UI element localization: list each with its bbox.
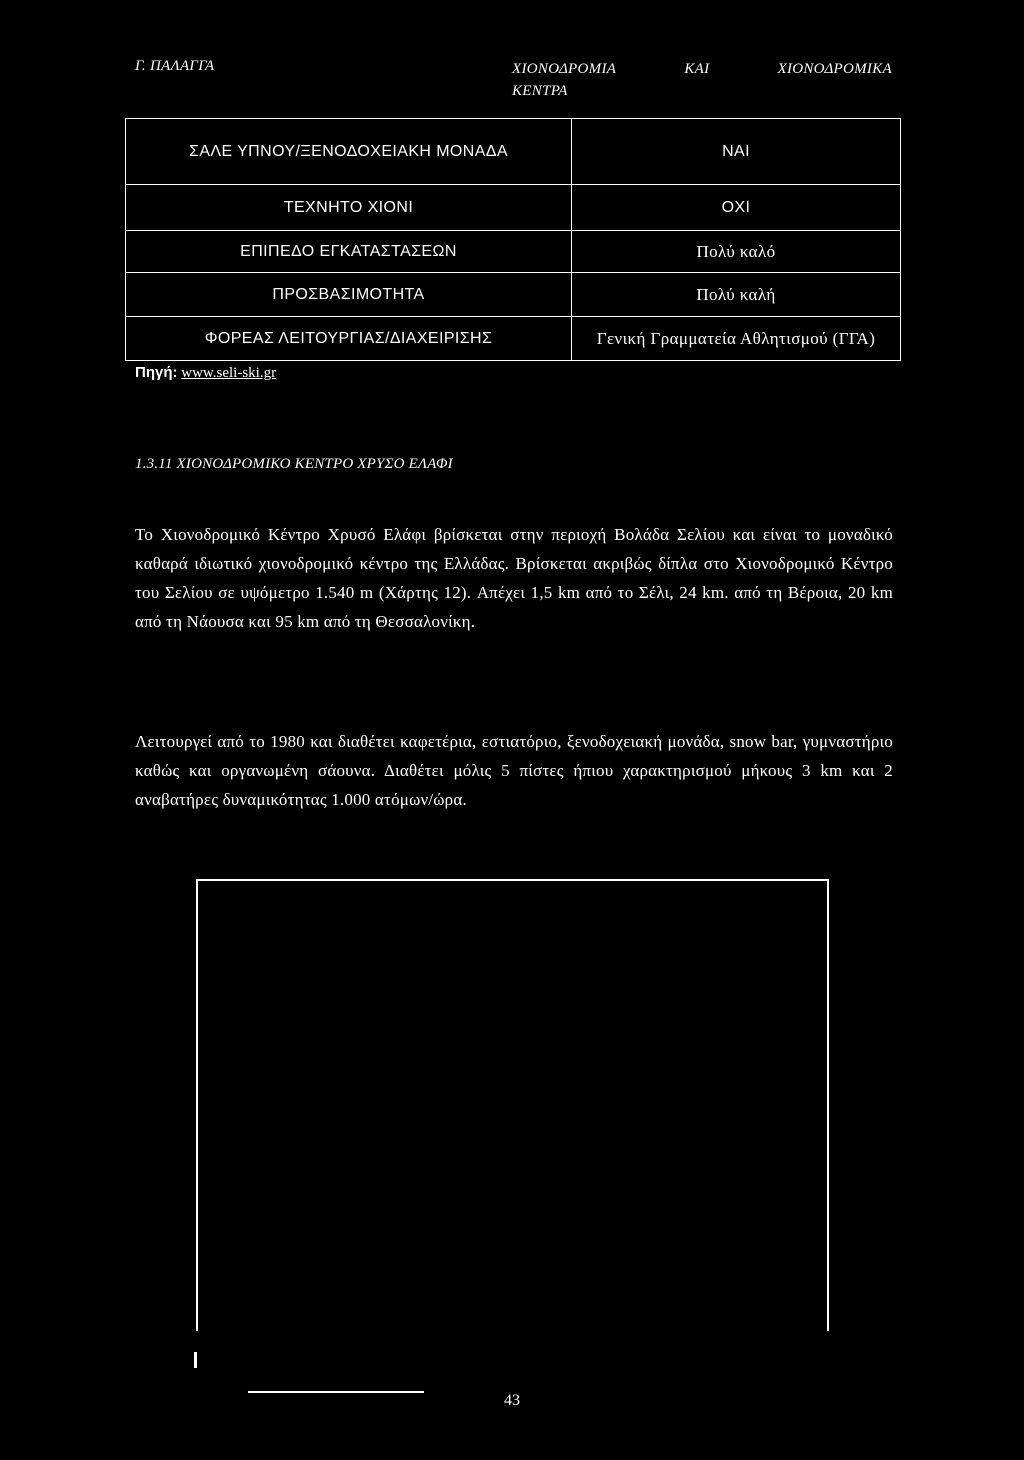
map-figure-frame (196, 879, 829, 1331)
header-title-line2: ΚΕΝΤΡΑ (512, 83, 568, 99)
table-cell-label: ΕΠΙΠΕΔΟ ΕΓΚΑΤΑΣΤΑΣΕΩΝ (126, 231, 572, 273)
table-cell-label: ΦΟΡΕΑΣ ΛΕΙΤΟΥΡΓΙΑΣ/ΔΙΑΧΕΙΡΙΣΗΣ (126, 317, 572, 361)
header-title-word: ΚΑΙ (684, 61, 710, 77)
table-cell-value: Γενική Γραμματεία Αθλητισμού (ΓΓΑ) (572, 317, 901, 361)
section-heading: 1.3.11 ΧΙΟΝΟΔΡΟΜΙΚΟ ΚΕΝΤΡΟ ΧΡΥΣΟ ΕΛΑΦΙ (135, 456, 453, 472)
body-paragraph: Λειτουργεί από το 1980 και διαθέτει καφετέρια, εστιατόριο, ξενοδοχειακή μονάδα, snow bar, γυμναστήριο καθώς και οργανωμένη σάουνα. Διαθέτει μόλις 5 πίστες ήπιου χαρακτηρισμού μήκους 3 km και 2 αναβατήρες δυναμικότητας 1.000 ατόμων/ώρα. (135, 732, 893, 809)
table-row (126, 231, 901, 273)
table-cell-label: ΤΕΧΝΗΤΟ ΧΙΟΝΙ (126, 185, 572, 231)
table-cell-value: ΝΑΙ (572, 119, 901, 185)
table-cell-value: ΟΧΙ (572, 185, 901, 231)
table-row (126, 317, 901, 361)
figure-marker (194, 1352, 197, 1368)
table-cell-value: Πολύ καλή (572, 273, 901, 317)
table-source-note (135, 364, 276, 382)
running-header-author: Γ. ΠΑΛΑΓΓΑ (135, 58, 215, 74)
table-cell-label: ΣΑΛΕ ΥΠΝΟΥ/ΞΕΝΟΔΟΧΕΙΑΚΗ ΜΟΝΑΔΑ (126, 119, 572, 185)
table-row (126, 119, 901, 185)
table-row (126, 185, 901, 231)
table-cell-label: ΠΡΟΣΒΑΣΙΜΟΤΗΤΑ (126, 273, 572, 317)
table-row (126, 273, 901, 317)
ski-center-info-table (125, 118, 901, 361)
page-number: 43 (504, 1392, 520, 1409)
header-title-word: ΧΙΟΝΟΔΡΟΜΙΚΑ (777, 61, 892, 77)
table-cell-value: Πολύ καλό (572, 231, 901, 273)
source-link[interactable]: www.seli-ski.gr (181, 365, 277, 381)
running-header-title (512, 58, 892, 102)
source-label: Πηγή: (135, 364, 178, 381)
header-title-word: ΧΙΟΝΟΔΡΟΜΙΑ (512, 61, 617, 77)
body-paragraph: Το Χιονοδρομικό Κέντρο Χρυσό Ελάφι βρίσκεται στην περιοχή Βολάδα Σελίου και είναι το μοναδικό καθαρά ιδιωτικό χιονοδρομικό κέντρο της Ελλάδας. Βρίσκεται ακριβώς δίπλα στο Χιονοδρομικό Κέντρο του Σελίου σε υψόμετρο 1.540 m (Χάρτης 12). Απέχει 1,5 km από το Σέλι, 24 km. από τη Βέροια, 20 km από τη Νάουσα και 95 km από τη Θεσσαλονίκη. (135, 525, 893, 631)
